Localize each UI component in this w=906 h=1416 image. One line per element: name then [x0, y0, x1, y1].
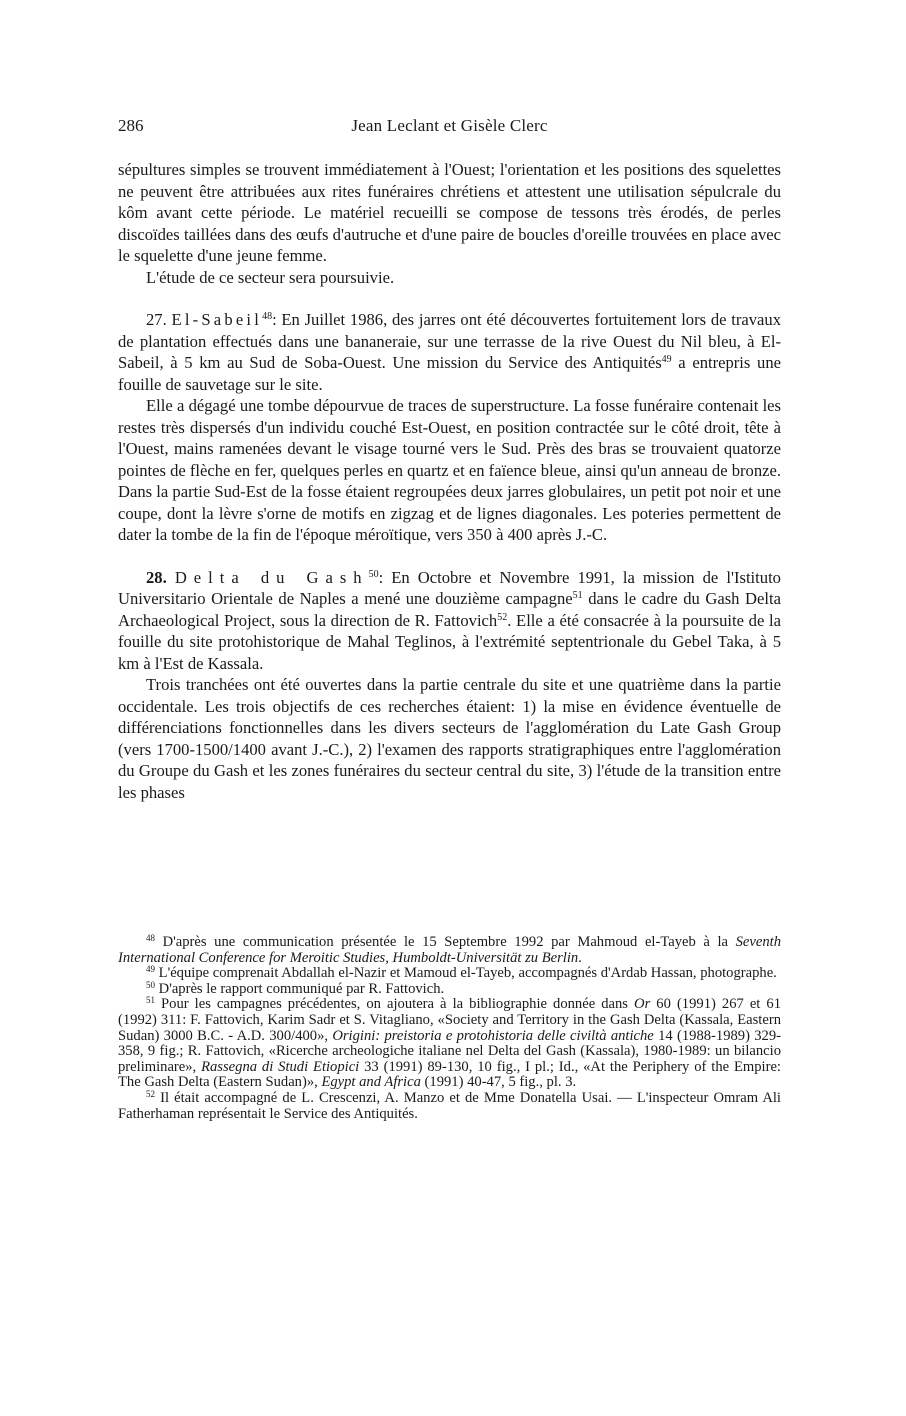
footnote-italic-title: Rassegna di Studi Etiopici [201, 1058, 360, 1075]
footnotes [118, 935, 781, 1122]
footnote-text: D'après une communication présentée le 15 Septembre 1992 par Mahmoud el-Tayeb à la [155, 934, 736, 950]
footnote-ref-51: 51 [572, 590, 583, 601]
footnote-text: 33 (1991) 89-130, 10 fig., I pl.; Id., «At the Periphery of the Empire: The Gash Delta (Eastern Sudan)», [118, 1058, 781, 1091]
footnote-italic-title: Or [634, 996, 651, 1013]
footnote-49 [118, 966, 781, 982]
section-27-text-b: a entrepris une fouille de sauvetage sur le site. [118, 353, 781, 394]
footnote-48 [118, 935, 781, 966]
page-header [118, 116, 781, 140]
section-28-paragraph-2: Trois tranchées ont été ouvertes dans la partie centrale du site et une quatrième dans la partie occidentale. Les trois objectifs de ces recherches étaient: 1) la mise en évidence éventuelle de différenciations fonctionnelles dans les divers secteurs de l'agglomération du Late Gash Group (vers 1700-1500/1400 avant J.-C.), 2) l'examen des rapports stratigraphiques entre l'agglomération du Groupe du Gash et les zones funéraires du secteur central du site, 3) l'étude de la transition entre les phases [118, 675, 781, 802]
footnote-number: 51 [146, 995, 155, 1006]
paragraph-closing-note: L'étude de ce secteur sera poursuivie. [146, 267, 395, 287]
footnote-ref-49: 49 [661, 354, 672, 365]
section-28-text-a: : En Octobre et Novembre 1991, la mission de l'Istituto Universitario Orientale de Naples a mené une douzième campagne [118, 567, 781, 608]
footnote-ref-52: 52 [497, 611, 508, 623]
footnote-italic-title: Origini: preistoria e protohistoria delle civiltà antiche [332, 1027, 654, 1044]
footnote-text: L'équipe comprenait Abdallah el-Nazir et Mamoud el-Tayeb, accompagnés d'Ardab Hassan, photographe. [155, 965, 777, 982]
section-27-text-a: : En Juillet 1986, des jarres ont été découvertes fortuitement lors de travaux de plantation effectués dans une bananeraie, sur une terrasse de la rive Ouest du Nil bleu, à El-Sabeil, à 5 km au Sud de Soba-Ouest. Une mission du Service des Antiquités [118, 310, 781, 372]
footnote-ref-50: 50 [368, 568, 379, 580]
footnote-51 [118, 997, 781, 1091]
section-28-text-b: dans le cadre du Gash Delta Archaeological Project, sous la direction de R. Fattovich [118, 589, 781, 630]
footnote-text: (1991) 40-47, 5 fig., pl. 3. [420, 1074, 577, 1091]
footnote-number: 49 [146, 964, 155, 975]
footnote-text: D'après le rapport communiqué par R. Fattovich. [155, 980, 445, 997]
main-text [118, 159, 781, 803]
section-27-paragraph-2: Elle a dégagé une tombe dépourvue de traces de superstructure. La fosse funéraire contenait les restes très dispersés d'un individu couché Est-Ouest, en position contractée sur le côté droit, tête à l'Ouest, mains ramenées devant le visage tourné vers le Sud. Près des bras se trouvaient quatorze pointes de flèche en fer, quelques perles en quartz et en faïence bleue, ainsi qu'un anneau de bronze. Dans la partie Sud-Est de la fosse étaient regroupées deux jarres globulaires, un petit pot noir et une coupe, dont la lèvre s'orne de motifs en zigzag et de lignes diagonales. Les poteries permettent de dater la tombe de la fin de l'époque méroïtique, vers 350 à 400 après J.-C. [118, 396, 782, 544]
footnote-number: 48 [146, 933, 155, 943]
running-title: Jean Leclant et Gisèle Clerc [351, 116, 548, 135]
paragraph-continuation: sépultures simples se trouvent immédiatement à l'Ouest; l'orientation et les positions des squelettes ne peuvent être attribuées aux rites funéraires chrétiens et attestent une utilisation sépulcrale du kôm avant cette période. Le matériel recueilli se compose de tessons très érodés, de perles discoïdes taillées dans des œufs d'autruche et d'une paire de boucles d'oreille trouvées en place avec le squelette d'une jeune femme. [118, 160, 781, 265]
footnote-number: 52 [146, 1088, 155, 1099]
section-28-site-name: Delta du Gash [174, 567, 369, 587]
footnote-ref-48: 48 [262, 311, 273, 322]
footnote-text: 60 (1991) 267 et 61 (1992) 311: F. Fattovich, Karim Sadr et S. Vitagliano, «Society and Territory in the Gash Delta (Kassala, Eastern Sudan) 3000 B.C. - A.D. 300/400», [118, 996, 782, 1044]
section-27-site-name: El-Sabeil [171, 310, 263, 329]
footnote-italic-title: Seventh International Conference for Meroitic Studies, Humboldt-Universität zu Berlin [118, 934, 781, 966]
footnote-text: 14 (1988-1989) 329-358, 9 fig.; R. Fattovich, «Ricerche archeologiche italiane nel Delta del Gash (Kassala), 1980-1989: un bilancio preliminare», [118, 1027, 782, 1075]
footnote-text: Il était accompagné de L. Crescenzi, A. Manzo et de Mme Donatella Usai. — L'inspecteur Omram Ali Fatherhaman représentait le Service des Antiquités. [118, 1089, 781, 1122]
section-27 [118, 309, 781, 395]
section-28-number: 28. [146, 567, 167, 587]
section-28-text-c: . Elle a été consacrée à la poursuite de la fouille du site protohistorique de Mahal Teglinos, à l'extrémité septentrionale du Gebel Taka, à 5 km à l'Est de Kassala. [118, 610, 781, 673]
footnote-text: Pour les campagnes précédentes, on ajoutera à la bibliographie donnée dans [155, 996, 635, 1013]
section-27-number: 27. [146, 310, 167, 329]
footnote-number: 50 [146, 979, 155, 990]
footnote-52 [118, 1088, 781, 1122]
footnote-text: . [578, 949, 582, 966]
footnote-italic-title: Egypt and Africa [321, 1074, 421, 1091]
page-number: 286 [118, 116, 144, 135]
section-28 [118, 567, 781, 675]
